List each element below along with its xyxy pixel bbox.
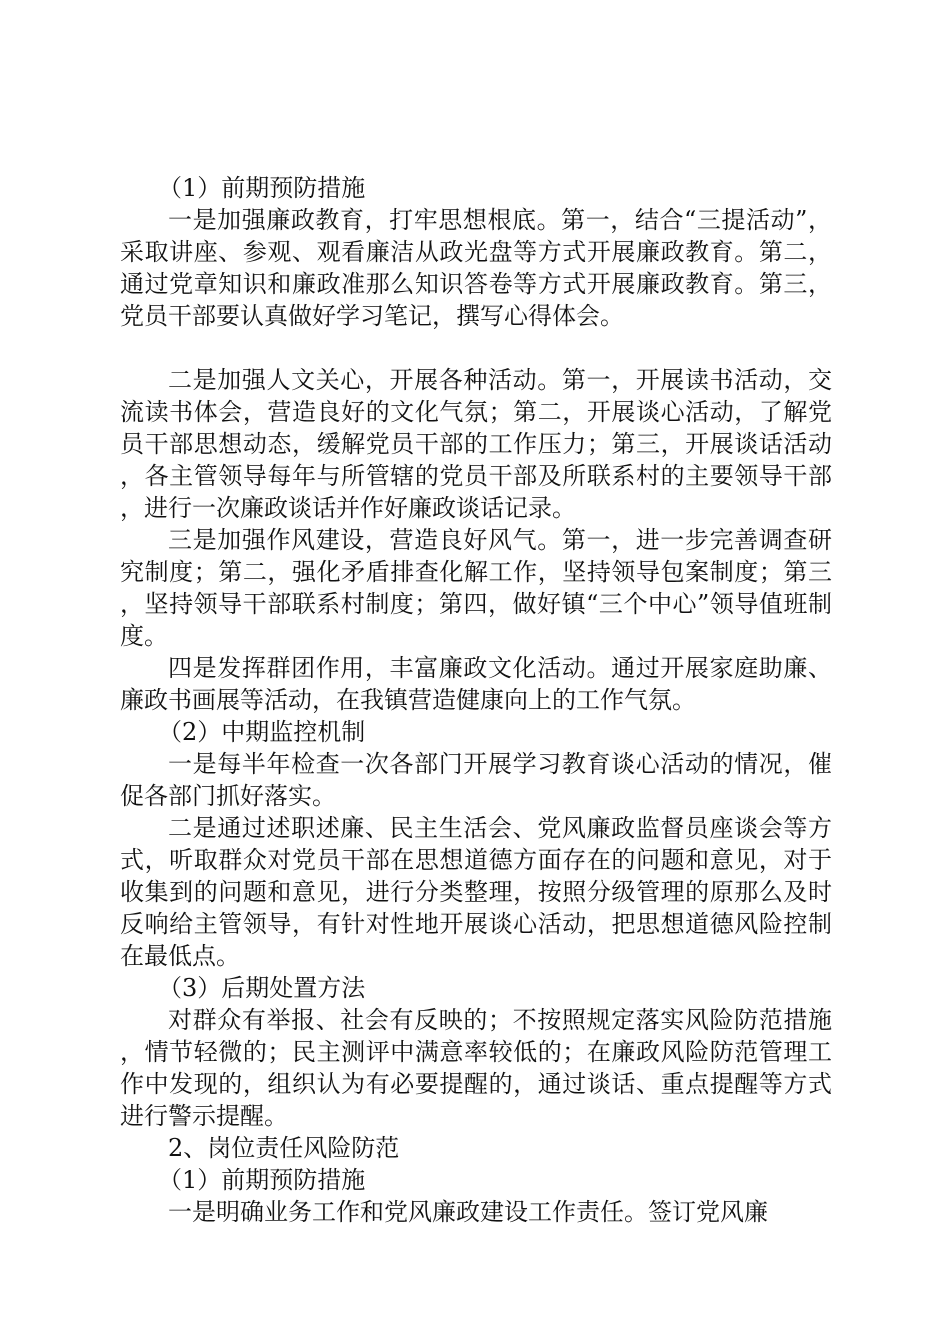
section-heading: （2）中期监控机制 [158,718,366,746]
body-paragraph: 一是每半年检查一次各部门开展学习教育谈心活动的情况，催促各部门抓好落实。 [120,750,832,810]
body-paragraph: 二是通过述职述廉、民主生活会、党风廉政监督员座谈会等方式，听取群众对党员干部在思想道德方面存在的问题和意见，对于收集到的问题和意见，进行分类整理，按照分级管理的原那么及时反响给主管领导，有针对性地开展谈心活动，把思想道德风险控制在最低点。 [120,814,832,970]
document-body [120,172,832,1228]
body-paragraph: 三是加强作风建设，营造良好风气。第一，进一步完善调查研究制度；第二，强化矛盾排查化解工作，坚持领导包案制度；第三，坚持领导干部联系村制度；第四，做好镇“三个中心”领导值班制度。 [120,526,832,650]
section-heading: （1）前期预防措施 [158,1166,366,1194]
body-paragraph: 四是发挥群团作用，丰富廉政文化活动。通过开展家庭助廉、廉政书画展等活动，在我镇营造健康向上的工作气氛。 [120,654,832,714]
body-paragraph: 一是加强廉政教育，打牢思想根底。第一，结合“三提活动”，采取讲座、参观、观看廉洁从政光盘等方式开展廉政教育。第二，通过党章知识和廉政准那么知识答卷等方式开展廉政教育。第三，党员干部要认真做好学习笔记，撰写心得体会。 [120,206,832,330]
section-heading: （1）前期预防措施 [158,174,366,202]
body-paragraph: 对群众有举报、社会有反映的；不按照规定落实风险防范措施，情节轻微的；民主测评中满意率较低的；在廉政风险防范管理工作中发现的，组织认为有必要提醒的，通过谈话、重点提醒等方式进行警示提醒。 [120,1006,832,1130]
section-heading: 2、岗位责任风险防范 [168,1134,400,1162]
section-heading: （3）后期处置方法 [158,974,366,1002]
body-paragraph: 二是加强人文关心，开展各种活动。第一，开展读书活动，交流读书体会，营造良好的文化气氛；第二，开展谈心活动，了解党员干部思想动态，缓解党员干部的工作压力；第三，开展谈话活动，各主管领导每年与所管辖的党员干部及所联系村的主要领导干部，进行一次廉政谈话并作好廉政谈话记录。 [120,366,832,522]
body-paragraph: 一是明确业务工作和党风廉政建设工作责任。签订党风廉 [168,1198,768,1226]
